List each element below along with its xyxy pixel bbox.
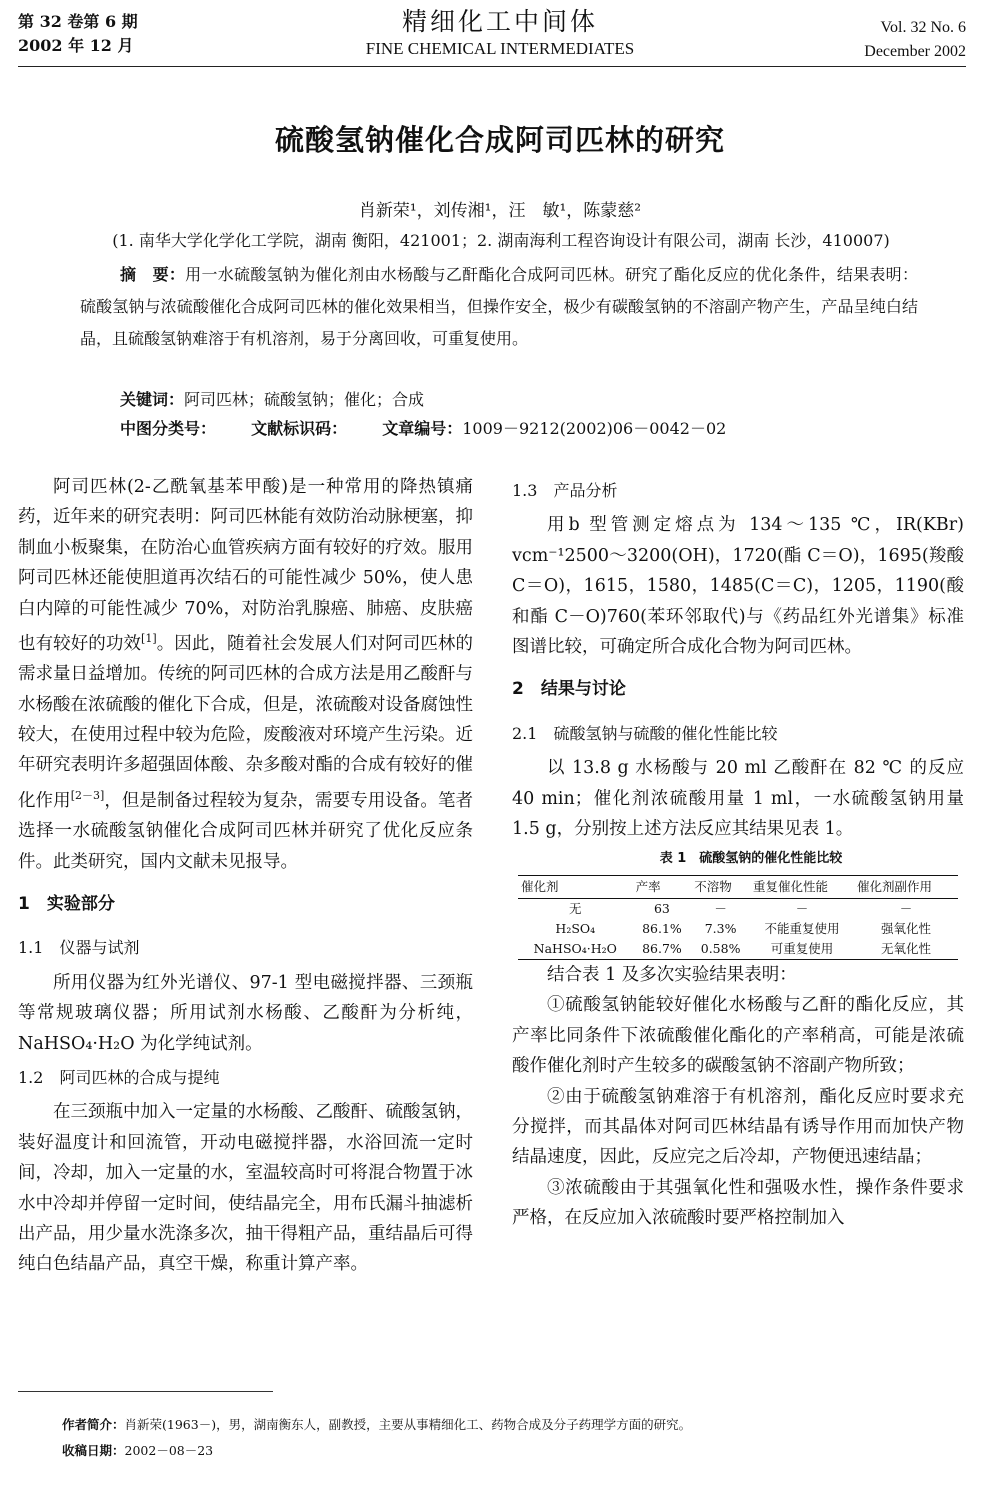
date-en: December 2002 (864, 43, 966, 60)
table-header: 重复催化性能 (750, 875, 854, 898)
date-cn: 2002 年 12 月 (18, 36, 134, 55)
table-cell: 不能重复使用 (764, 920, 840, 936)
author-bio-label: 作者简介： (62, 1417, 125, 1432)
author-bio (62, 1412, 691, 1438)
conclusion-point-1: ①硫酸氢钠能较好催化水杨酸与乙酐的酯化反应，其产率比同条件下浓硫酸催化酯化的产率稍高，可能是浓硫酸作催化剂时产生较多的碳酸氢钠不溶副产物所致； (512, 995, 964, 1077)
volume-cn: 第 32 卷第 6 期 (18, 12, 138, 31)
received-label: 收稿日期： (62, 1443, 125, 1458)
doc-code-label: 文献标识码： (251, 419, 348, 438)
table-cell: 86.7% (633, 939, 692, 960)
journal-name-cn: 精细化工中间体 (401, 7, 598, 36)
volume-en: Vol. 32 No. 6 (880, 19, 966, 36)
received-date (62, 1438, 691, 1464)
table-header: 催化剂 (518, 875, 633, 898)
header-rule (18, 66, 966, 67)
section-1-2-heading: 1.2 阿司匹林的合成与提纯 (18, 1067, 220, 1087)
conclusion-point-2: ②由于硫酸氢钠难溶于有机溶剂，酯化反应时要求充分搅拌，而其晶体对阿司匹林结晶有诱导作用而加快产物结晶速度，因此，反应完之后冷却，产物便迅速结晶； (512, 1086, 964, 1168)
table-cell: 可重复使用 (750, 939, 854, 960)
received-value: 2002－08－23 (124, 1443, 214, 1458)
table-cell: NaHSO₄·H₂O (518, 939, 633, 960)
authors: 肖新荣¹，刘传湘¹，汪 敏¹，陈蒙慈² (358, 201, 642, 221)
right-column (512, 472, 964, 1234)
section-1-heading: 1 实验部分 (18, 893, 115, 914)
catalyst-table (518, 875, 958, 960)
section-1-1-text: 所用仪器为红外光谱仪、97-1 型电磁搅拌器、三颈瓶等常规玻璃仪器；所用试剂水杨酸、乙酸酐为分析纯，NaHSO₄·H₂O 为化学纯试剂。 (18, 972, 473, 1054)
section-2-1-heading: 2.1 硫酸氢钠与硫酸的催化性能比较 (512, 723, 778, 743)
table-row (518, 898, 958, 919)
article-title: 硫酸氢钠催化合成阿司匹林的研究 (274, 123, 725, 157)
conclusion-intro: 结合表 1 及多次实验结果表明： (547, 964, 797, 985)
intro-paragraph (18, 472, 473, 877)
footnote (62, 1412, 691, 1464)
footnote-rule (18, 1391, 273, 1392)
section-2-heading: 2 结果与讨论 (512, 679, 626, 700)
classification-line (120, 415, 726, 443)
abstract-text: 用一水硫酸氢钠为催化剂由水杨酸与乙酐酯化合成阿司匹林。研究了酯化反应的优化条件，结果表明：硫酸氢钠与浓硫酸催化合成阿司匹林的催化效果相当，但操作安全，极少有碳酸氢钠的不溶副产物产生，产品呈纯白结晶，且硫酸氢钠难溶于有机溶剂，易于分离回收，可重复使用。 (80, 265, 918, 348)
intro-text-3: ，但是制备过程较为复杂，需要专用设备。笔者选择一水硫酸氢钠催化合成阿司匹林并研究了优化反应条件。此类研究，国内文献未见报导。 (18, 790, 474, 872)
conclusion-point-3: ③浓硫酸由于其强氧化性和强吸水性，操作条件要求严格，在反应加入浓硫酸时要严格控制加入 (512, 1177, 964, 1229)
section-2-1-text: 以 13.8 g 水杨酸与 20 ml 乙酸酐在 82 ℃ 的反应 40 min；催化剂浓硫酸用量 1 ml，一水硫酸氢钠用量 1.5 g，分别按上述方法反应其结果见表 1。 (512, 758, 964, 840)
section-1-1-heading: 1.1 仪器与试剂 (18, 938, 140, 958)
table-cell: － (795, 900, 809, 916)
table-row (518, 939, 958, 960)
left-column (18, 472, 473, 1280)
abstract-label: 摘 要： (120, 265, 186, 284)
table-cell: 0.58% (691, 939, 750, 960)
section-1-3-text: 用b 型管测定熔点为 134～135 ℃，IR(KBr) vcm⁻¹2500～3200(OH)，1720(酯 C＝O)，1695(羧酸 C＝O)，1615，1580，1485(C＝C)，1205，1190(酸和酯 C－O)760(苯环邻取代)与《药品红外光谱集》标准图谱比较，可确定所合成化合物为阿司匹林。 (512, 515, 964, 658)
intro-text-1: 阿司匹林(2-乙酰氧基苯甲酸)是一种常用的降热镇痛药，近年来的研究表明：阿司匹林能有效防治动脉梗塞，抑制血小板聚集，在防治心血管疾病方面有较好的疗效。服用阿司匹林还能使胆道再次结石的可能性减少 50%，使人患白内障的可能性减少 70%，对防治乳腺癌、肺癌、皮肤癌也有较好的功效 (18, 477, 473, 654)
table-row (518, 919, 958, 939)
article-no: 1009－9212(2002)06－0042－02 (462, 419, 727, 438)
table-cell: 无氧化性 (854, 939, 958, 960)
section-1-2-text: 在三颈瓶中加入一定量的水杨酸、乙酸酐、硫酸氢钠，装好温度计和回流管，开动电磁搅拌器，水浴回流一定时间，冷却，加入一定量的水，室温较高时可将混合物置于冰水中冷却并停留一定时间，使结晶完全，用布氏漏斗抽滤析出产品，用少量水洗涤多次，抽干得粗产品，重结晶后可得纯白色结晶产品，真空干燥，称重计算产率。 (18, 1102, 473, 1275)
table-header: 催化剂副作用 (854, 875, 958, 898)
table-caption: 表 1 硫酸氢钠的催化性能比较 (659, 851, 843, 867)
section-1-3-heading: 1.3 产品分析 (512, 481, 618, 500)
citation-1: [1] (141, 632, 157, 646)
journal-name (300, 6, 700, 60)
intro-text-2: 。因此，随着社会发展人们对阿司匹林的需求量日益增加。传统的阿司匹林的合成方法是用乙酸酐与水杨酸在浓硫酸的催化下合成，但是，浓硫酸对设备腐蚀性较大，在使用过程中较为危险，废酸液对环境产生污染。近年研究表明许多超强固体酸、杂多酸对酯的合成有较好的催化作用 (18, 633, 474, 811)
abstract (80, 259, 918, 355)
affiliations: (1. 南华大学化学化工学院，湖南 衡阳，421001；2. 湖南海利工程咨询设计有限公司，湖南 长沙，410007) (112, 231, 890, 250)
table-cell: － (899, 900, 913, 916)
table-header: 不溶物 (691, 875, 750, 898)
table-header-row (518, 875, 958, 898)
table-header: 产率 (633, 875, 692, 898)
table-cell: 强氧化性 (880, 920, 931, 936)
table-cell: 无 (569, 900, 582, 916)
table-cell: 7.3% (704, 920, 737, 936)
article-no-label: 文章编号： (382, 419, 463, 438)
table-cell: 86.1% (642, 920, 682, 936)
journal-issue-cn (18, 10, 138, 58)
author-bio-text: 肖新荣(1963－)，男，湖南衡东人，副教授，主要从事精细化工、药物合成及分子药理学方面的研究。 (124, 1417, 692, 1432)
citation-2-3: [2－3] (70, 788, 105, 802)
table-cell: － (714, 900, 727, 916)
table-cell: 63 (653, 900, 670, 916)
journal-name-en: FINE CHEMICAL INTERMEDIATES (365, 39, 635, 58)
clc-label: 中图分类号： (120, 419, 217, 438)
keywords-text: 阿司匹林；硫酸氢钠；催化；合成 (184, 390, 425, 409)
journal-issue-en (864, 16, 966, 64)
keywords-label: 关键词： (120, 390, 185, 409)
table-cell: H₂SO₄ (555, 920, 596, 936)
keywords (120, 386, 424, 414)
